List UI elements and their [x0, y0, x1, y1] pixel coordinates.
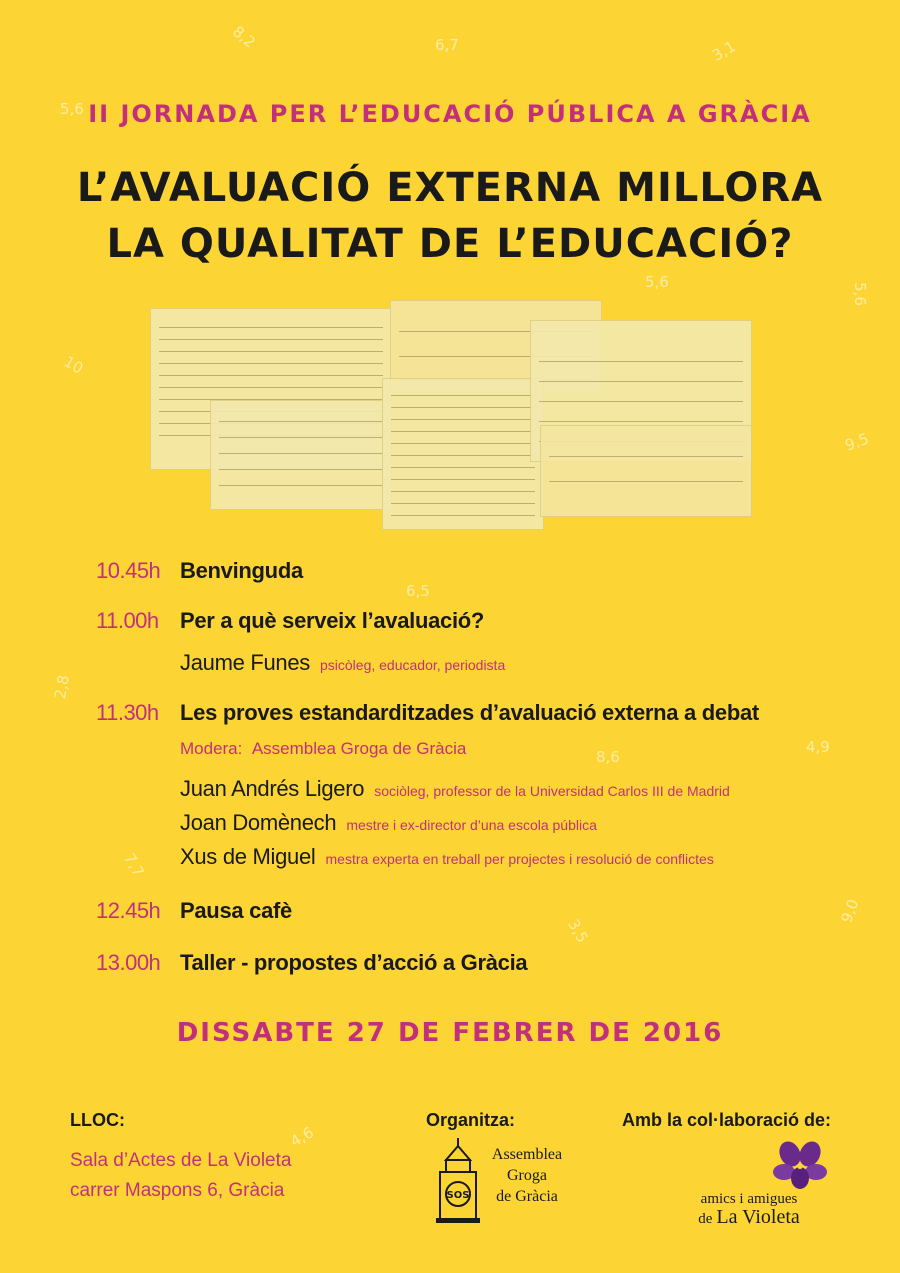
event-subtitle: II JORNADA PER L’EDUCACIÓ PÚBLICA A GRÀCIA — [88, 100, 812, 128]
session-topic: Pausa cafè — [180, 898, 292, 923]
bg-number: 4,6 — [287, 1123, 317, 1151]
bg-number: 8,2 — [229, 22, 259, 52]
bg-number: 9,5 — [842, 429, 872, 455]
report-card-paper — [210, 400, 392, 510]
place-address — [70, 1146, 291, 1206]
bg-number: 5,6 — [60, 100, 84, 118]
session-time: 10.45h — [96, 558, 161, 583]
bg-number: 6,7 — [435, 36, 459, 54]
collaboration-heading: Amb la col·laboració de: — [622, 1110, 832, 1130]
speaker-name: Jaume Funes — [180, 650, 310, 675]
speaker-role: mestra experta en treball per projectes i resolució de conflictes — [325, 851, 714, 867]
violet-flower-icon — [770, 1140, 830, 1190]
report-card-collage-image — [150, 300, 770, 530]
organizer-line: Assemblea — [491, 1146, 563, 1163]
bg-number: 5,6 — [850, 282, 869, 306]
session-time: 11.00h — [96, 608, 159, 633]
speaker — [180, 776, 730, 802]
session-time: 13.00h — [96, 950, 161, 975]
moderator — [180, 739, 466, 759]
speaker-name: Juan Andrés Ligero — [180, 776, 365, 801]
speaker-name: Joan Domènech — [180, 810, 337, 835]
moderator-name: Assemblea Groga de Gràcia — [251, 739, 467, 758]
speaker — [180, 650, 505, 676]
place-name: Sala d’Actes de La Violeta — [70, 1150, 292, 1171]
event-title — [0, 160, 900, 272]
bg-number: 6,5 — [406, 582, 430, 600]
session-topic: Per a què serveix l’avaluació? — [180, 608, 485, 633]
bg-number: 8,6 — [596, 748, 620, 766]
collaborator-line: amics i amigues — [700, 1191, 798, 1207]
speaker-role: sociòleg, professor de la Universidad Carlos III de Madrid — [374, 783, 730, 799]
session-topic: Les proves estandarditzades d’avaluació externa a debat — [180, 700, 759, 725]
clock-tower-logo-icon — [432, 1138, 484, 1224]
organizer-line: de Gràcia — [496, 1188, 558, 1205]
place-heading: LLOC: — [70, 1110, 125, 1130]
collaborator-line: de La Violeta — [698, 1206, 800, 1228]
speaker — [180, 810, 597, 836]
session-time: 12.45h — [96, 898, 161, 923]
organizer-name — [482, 1144, 572, 1207]
title-line-1: L’AVALUACIÓ EXTERNA MILLORA — [76, 165, 824, 211]
bg-number: 4,9 — [806, 738, 830, 756]
session-time: 11.30h — [96, 700, 159, 725]
session-topic: Benvinguda — [180, 558, 303, 583]
speaker-name: Xus de Miguel — [180, 844, 316, 869]
bg-number: 2,8 — [50, 673, 73, 701]
moderator-label: Modera: — [180, 739, 243, 758]
place-street: carrer Maspons 6, Gràcia — [70, 1180, 285, 1201]
speaker-role: psicòleg, educador, periodista — [320, 657, 506, 673]
bg-number: 10 — [60, 352, 87, 378]
report-card-paper — [382, 378, 544, 530]
bg-number: 3,1 — [709, 37, 739, 65]
session-topic: Taller - propostes d’acció a Gràcia — [180, 950, 528, 975]
bg-number: 3,5 — [564, 916, 592, 946]
speaker-role: mestre i ex-director d’una escola pública — [346, 817, 597, 833]
answer-sheet-paper — [540, 425, 752, 517]
bg-number: 7,7 — [120, 850, 148, 880]
title-line-2: LA QUALITAT DE L’EDUCACIÓ? — [106, 221, 794, 267]
bg-number: 9,0 — [837, 896, 863, 926]
bg-number: 5,6 — [645, 273, 669, 291]
event-date: DISSABTE 27 DE FEBRER DE 2016 — [176, 1018, 724, 1048]
speaker — [180, 844, 714, 870]
organizer-heading: Organitza: — [426, 1110, 516, 1130]
logo-text: SOS — [446, 1190, 470, 1201]
organizer-line: Groga — [507, 1167, 547, 1184]
collaborator-name — [684, 1190, 814, 1228]
